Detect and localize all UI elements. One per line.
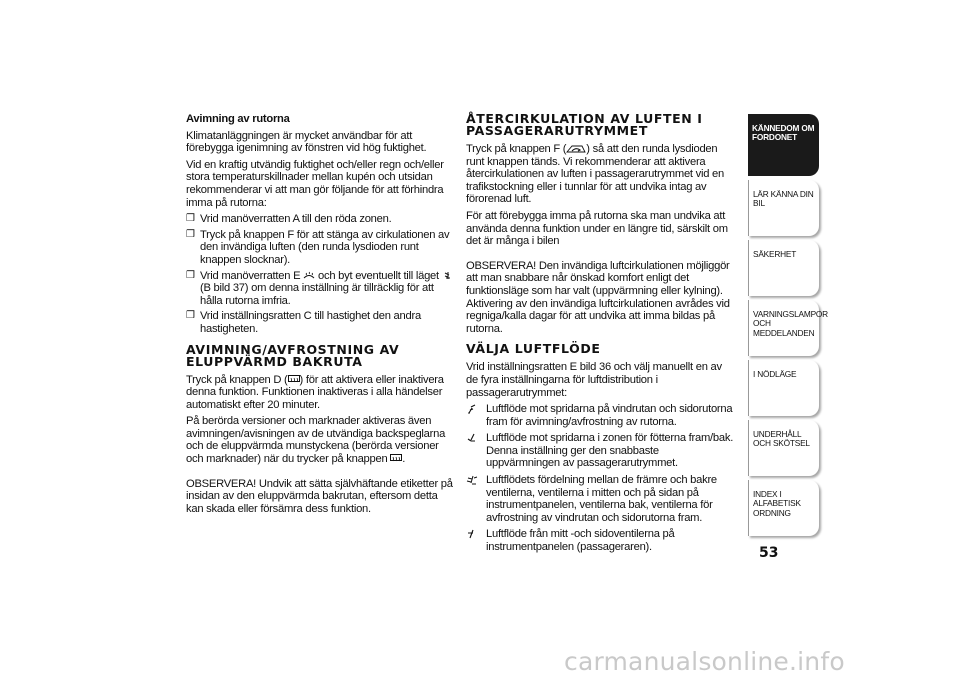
tab-index[interactable] [748,480,819,536]
bullet-item [186,270,454,308]
airflow-item [466,432,734,470]
tab-kannedom-om-fordonet[interactable] [748,114,819,176]
section-heading: AVIMNING/AVFROSTNING AV ELUPPVÄRMD BAKRUTA [186,341,400,369]
airflow-item [466,403,734,428]
paragraph [186,415,454,465]
bullet-marker: ❒ [186,310,195,322]
bullet-text: Vrid manöverratten A till den röda zonen. [200,213,392,226]
section-subtitle: Avimning av rutorna [186,113,290,125]
tab-lar-kanna-din-bil[interactable] [748,180,819,236]
tab-label: SÄKERHET [753,249,797,259]
bullet-marker: ❒ [186,269,195,281]
right-column [466,113,734,558]
page-number: 53 [759,545,779,561]
foot-windscreen-flow-icon [442,271,454,280]
paragraph [186,374,454,412]
text-run: ) för att aktivera eller inaktivera denna funktion. Funktionen inaktiveras i alla händelser automatiskt efter 20 minuter. [186,373,444,411]
paragraph: Klimatanläggningen är mycket användbar för att förebygga igenimning av fönstren vid hög fuktighet. [186,129,427,155]
tab-label: KÄNNEDOM OM FORDONET [752,123,815,143]
tab-sakerhet[interactable] [748,240,819,296]
paragraph [466,143,734,206]
text-run: Tryck på knappen D ( [186,373,288,386]
tab-label: VARNINGSLAMPOR OCH MEDDELANDEN [753,309,828,338]
tab-label: LÄR KÄNNA DIN BIL [753,189,814,209]
paragraph: OBSERVERA! Undvik att sätta självhäftande etiketter på insidan av den eluppvärmda bakrutan, eftersom detta kan skada eller försämra dess funktion. [186,477,453,515]
rear-window-defrost-icon [288,375,300,384]
air-recirculation-icon [566,144,586,153]
bullet-text: Vrid inställningsratten C till hastighet den andra hastigheten. [200,310,421,335]
windscreen-flow-icon [466,404,478,414]
defrost-dial-icon [303,271,315,280]
left-column [186,113,454,519]
section-heading: VÄLJA LUFTFLÖDE [466,341,601,357]
feet-flow-icon [466,433,478,443]
text-run: ) så att den runda lysdioden runt knappen tänds. Vi rekommenderar att aktivera återcirkulationen av luften i passagerarutrymmet vid en trafikstockning eller i tunnlar för att undvika intag av förorenad luft. [466,143,724,206]
paragraph: OBSERVERA! Den invändiga luftcirkulationen möjliggör att man snabbare når önskad komfort enligt det funktionsläge som har valt (uppvärmning eller kylning). Aktivering av den invändiga luftcirkulationen avrådes vid regniga/kalla dagar för att undvika att imma bildas på rutorna. [466,259,730,335]
bullet-item [186,229,454,267]
airflow-text: Luftflödets fördelning mellan de främre och bakre ventilerna, ventilerna i mitten och på sidan på instrumentpanelen, ventilerna bak, ventilerna för avfrostning av vindrutan och sidorutorna fram. [486,474,717,524]
airflow-text: Luftflöde från mitt -och sidoventilerna på instrumentpanelen (passageraren). [486,528,675,554]
tab-label: I NÖDLÄGE [753,369,797,379]
bullet-text: och byt eventuellt till läget [318,269,439,282]
tab-i-nodlage[interactable] [748,360,819,416]
paragraph: Vid en kraftig utvändig fuktighet och/eller regn och/eller stora temperaturskillnader mellan kupén och utsidan rekommenderar vi att man gör följande för att förhindra imma på rutorna: [186,158,444,209]
tab-label: UNDERHÅLL OCH SKÖTSEL [753,429,810,449]
airflow-text: Luftflöde mot spridarna i zonen för fötterna fram/bak. Denna inställning ger den snabbaste uppvärmningen av passagerarutrymmet. [486,432,734,470]
paragraph: För att förebygga imma på rutorna ska man undvika att använda denna funktion under en längre tid, särskilt om det är många i bilen [466,209,728,248]
airflow-item [466,474,734,524]
bullet-item [186,310,454,335]
chapter-tabs [748,114,828,540]
all-vents-flow-icon [466,475,478,485]
airflow-item [466,528,734,553]
rear-window-defrost-icon [390,454,402,463]
bullet-text: Vrid manöverratten E [200,269,301,282]
face-flow-icon [466,529,478,539]
text-run: . [402,453,406,466]
bullet-marker: ❒ [186,213,195,225]
airflow-text: Luftflöde mot spridarna på vindrutan och sidorutorna fram för avimning/avfrostning av rutorna. [486,403,733,428]
tab-underhall-och-skotsel[interactable] [748,420,819,476]
bullet-marker: ❒ [186,228,195,240]
bullet-text: Tryck på knappen F för att stänga av cirkulationen av den invändiga luften (den runda lysdioden runt knappen slocknar). [200,228,450,266]
tab-label: INDEX I ALFABETISK ORDNING [753,489,801,518]
text-run: Tryck på knappen F ( [466,143,567,155]
bullet-text: (B bild 37) om denna inställning är tillräcklig för att hålla rutorna imfria. [200,282,434,307]
section-heading: ÅTERCIRKULATION AV LUFTEN I PASSAGERARUTRYMMET [466,111,703,138]
bullet-item [186,213,454,226]
watermark: carmanualsonline.info [564,647,845,676]
text-run: På berörda versioner och marknader aktiveras även avimningen/avisningen av de utvändiga backspeglarna och de eluppvärmda munstyckena (berörda versioner och marknader) när du trycker på knappen [186,415,446,466]
tab-varningslampor[interactable] [748,300,828,356]
paragraph: Vrid inställningsratten E bild 36 och välj manuellt en av de fyra inställningarna för luftdistribution i passagerarutrymmet: [466,361,722,399]
